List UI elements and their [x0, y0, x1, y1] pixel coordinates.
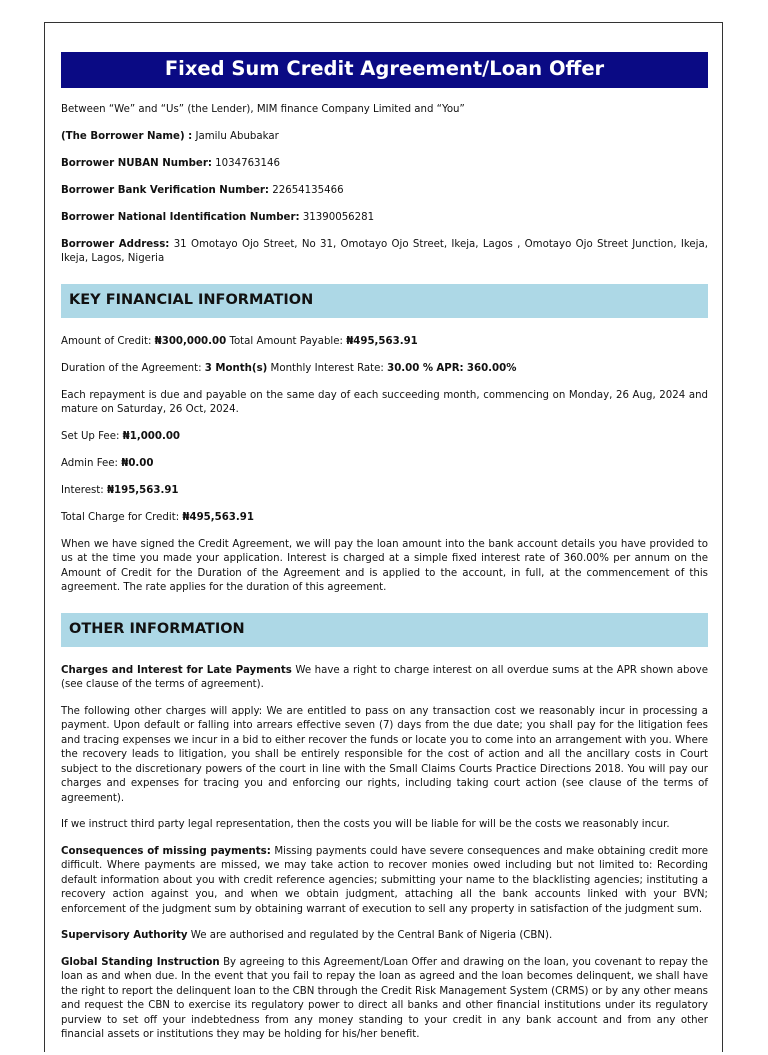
total-charge-label: Total Charge for Credit:	[61, 511, 180, 523]
admin-fee-label: Admin Fee:	[61, 457, 118, 469]
global-standing-label: Global Standing Instruction	[61, 956, 220, 968]
apr-label: APR:	[436, 362, 464, 374]
borrower-bvn-label: Borrower Bank Verification Number:	[61, 184, 269, 196]
total-payable-value: ₦495,563.91	[346, 335, 418, 347]
setup-fee-label: Set Up Fee:	[61, 430, 120, 442]
monthly-rate-value: 30.00 %	[387, 362, 434, 374]
late-payments-text: We have a right to charge interest on all overdue sums at the APR shown above (see clause of the terms of agreement).	[61, 664, 708, 690]
duration-line	[61, 362, 708, 377]
key-financial-heading: KEY FINANCIAL INFORMATION	[61, 284, 708, 318]
amount-value: ₦300,000.00	[154, 335, 227, 347]
duration-value: 3 Month(s)	[204, 362, 268, 374]
borrower-nuban-line	[61, 157, 708, 172]
third-party-text: If we instruct third party legal representation, then the costs you will be liable for will be the costs we reasonably incur.	[61, 819, 670, 830]
document-content	[61, 52, 708, 1055]
admin-fee-value: ₦0.00	[121, 457, 154, 469]
repayment-text: Each repayment is due and payable on the same day of each succeeding month, commencing on Monday, 26 Aug, 2024 and mature on Saturday, 26 Oct, 2024.	[61, 389, 708, 415]
borrower-nin: 31390056281	[302, 211, 375, 223]
missing-payments-text: Missing payments could have severe consequences and make obtaining credit more difficult. Where payments are missed, we may take action to recover monies owed including but not limited to: Recording default information about you with credit reference agencies; submitting your name to the blacklisting agencies; instituting a recovery action against you, and when we obtain judgment, attaching all the bank accounts linked with your BVN; enforcement of the judgment sum by obtaining warrant of execution to sell any property in satisfaction of the judgment sum.	[61, 845, 708, 915]
global-standing-text: By agreeing to this Agreement/Loan Offer and drawing on the loan, you covenant to repay the loan as and when due. In the event that you fail to repay the loan as agreed and the loan becomes delinquent, we shall have the right to report the delinquent loan to the CBN through the Credit Risk Management System (CRMS) or by any other means and request the CBN to exercise its regulatory power to direct all banks and other financial institutions under its regulatory purview to set off your indebtedness from any money standing to your credit in any bank account and from any other financial assets or institutions they may be holding for his/her benefit.	[61, 956, 708, 1040]
interest-value: ₦195,563.91	[106, 484, 179, 496]
total-charge-value: ₦495,563.91	[182, 511, 254, 523]
interest-line	[61, 484, 708, 499]
duration-label: Duration of the Agreement:	[61, 362, 202, 374]
borrower-name: Jamilu Abubakar	[195, 130, 279, 142]
other-charges-text: The following other charges will apply: We are entitled to pass on any transaction cost we reasonably incur in processing a payment. Upon default or falling into arrears effective seven (7) days from the due date; you shall pay for the litigation fees and tracing expenses we incur in a bid to either recover the funds or locate you to come into an arrangement with you. Where the recovery leads to litigation, you shall be entirely responsible for the cost of action and all the ancillary costs in Court subject to the discretionary powers of the court in line with the Small Claims Courts Practice Directions 2018. You will pay our charges and expenses for tracing you and enforcing our rights, including taking court action (see clause of the terms of agreement).	[61, 705, 708, 804]
borrower-address-line	[61, 238, 708, 267]
borrower-bvn-line	[61, 184, 708, 199]
admin-fee-line	[61, 457, 708, 472]
setup-fee-line	[61, 430, 708, 445]
signed-agreement-text: When we have signed the Credit Agreement, we will pay the loan amount into the bank account details you have provided to us at the time you made your application. Interest is charged at a simple fixed interest rate of 360.00% per annum on the Amount of Credit for the Duration of the Agreement and is applied to the account, in full, at the commencement of this agreement. The rate applies for the duration of this agreement.	[61, 538, 708, 593]
borrower-address: 31 Omotayo Ojo Street, No 31, Omotayo Ojo Street, Ikeja, Lagos , Omotayo Ojo Street Junction, Ikeja, Ikeja, Lagos, Nigeria	[61, 238, 708, 264]
borrower-nin-line	[61, 211, 708, 226]
amount-line	[61, 335, 708, 350]
borrower-name-label: (The Borrower Name) :	[61, 130, 193, 142]
total-charge-line	[61, 511, 708, 526]
document-title: Fixed Sum Credit Agreement/Loan Offer	[61, 52, 708, 88]
late-payments-paragraph	[61, 664, 708, 693]
global-standing-paragraph	[61, 956, 708, 1043]
borrower-nuban: 1034763146	[215, 157, 280, 169]
missing-payments-paragraph	[61, 845, 708, 918]
apr-value: 360.00%	[466, 362, 517, 374]
setup-fee-value: ₦1,000.00	[122, 430, 181, 442]
monthly-rate-label: Monthly Interest Rate:	[270, 362, 384, 374]
supervisory-label: Supervisory Authority	[61, 930, 188, 941]
amount-label: Amount of Credit:	[61, 335, 152, 347]
borrower-name-line	[61, 130, 708, 145]
borrower-bvn: 22654135466	[272, 184, 344, 196]
borrower-address-label: Borrower Address:	[61, 238, 170, 250]
document-page	[44, 22, 723, 1052]
intro-text: Between “We” and “Us” (the Lender), MIM finance Company Limited and “You”	[61, 104, 465, 115]
total-payable-label: Total Amount Payable:	[229, 335, 343, 347]
other-info-heading: OTHER INFORMATION	[61, 613, 708, 647]
late-payments-label: Charges and Interest for Late Payments	[61, 664, 292, 676]
supervisory-text: We are authorised and regulated by the Central Bank of Nigeria (CBN).	[190, 930, 553, 941]
missing-payments-label: Consequences of missing payments:	[61, 845, 271, 857]
interest-label: Interest:	[61, 484, 104, 496]
borrower-nin-label: Borrower National Identification Number:	[61, 211, 300, 223]
supervisory-paragraph	[61, 929, 708, 944]
borrower-nuban-label: Borrower NUBAN Number:	[61, 157, 212, 169]
